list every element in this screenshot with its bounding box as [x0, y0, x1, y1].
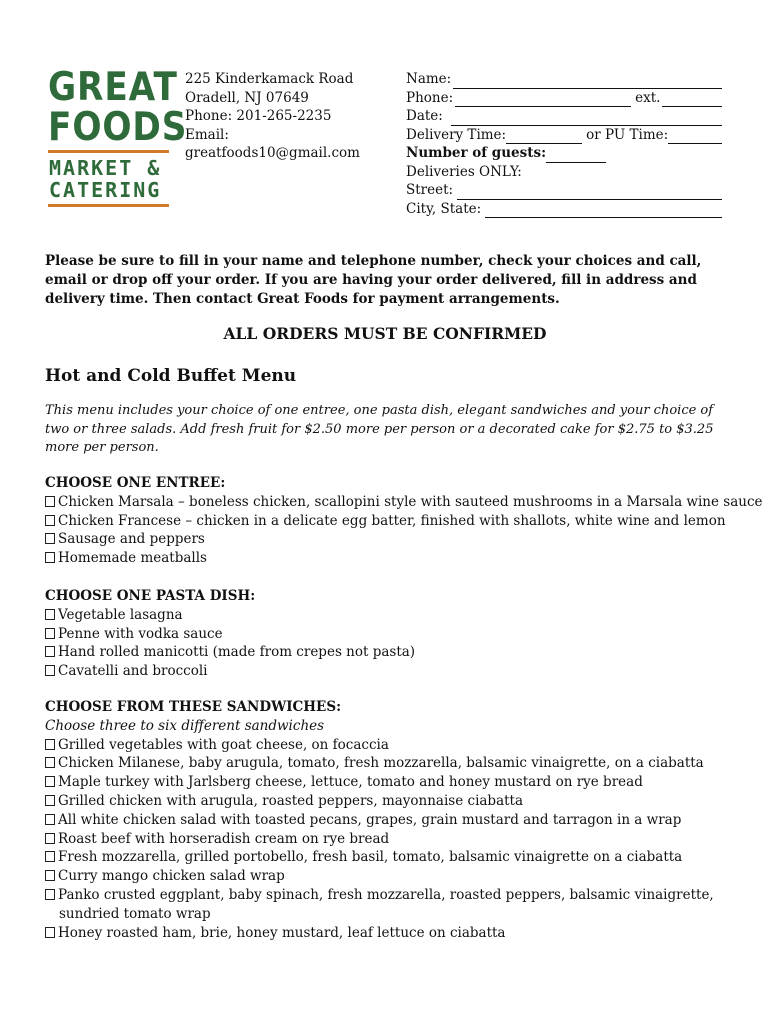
- date-label: Date:: [406, 108, 443, 124]
- logo-word-catering: CATERING: [49, 178, 162, 202]
- pasta-option[interactable]: Penne with vodka sauce: [45, 625, 745, 644]
- pu-time-label: or PU Time:: [586, 126, 669, 143]
- city-state-label: City, State:: [406, 200, 482, 217]
- store-street: 225 Kinderkamack Road: [185, 71, 354, 87]
- logo-word-great: GREAT: [48, 65, 178, 110]
- entree-section: [45, 474, 763, 568]
- store-phone: Phone: 201-265-2235: [185, 108, 332, 124]
- sandwich-subheading: Choose three to six different sandwiches: [45, 717, 325, 734]
- checkbox-icon[interactable]: [45, 665, 55, 676]
- entree-heading: CHOOSE ONE ENTREE:: [45, 475, 226, 491]
- customer-info-form: [406, 70, 722, 218]
- checkbox-icon[interactable]: [45, 609, 55, 620]
- sandwich-option[interactable]: Honey roasted ham, brie, honey mustard, leaf lettuce on ciabatta: [45, 924, 745, 943]
- checkbox-icon[interactable]: [45, 533, 55, 544]
- store-email: greatfoods10@gmail.com: [185, 145, 360, 161]
- great-foods-logo: [48, 65, 188, 208]
- guests-row: [406, 144, 722, 163]
- deliveries-only-label: Deliveries ONLY:: [406, 163, 522, 180]
- sandwich-option[interactable]: Panko crusted eggplant, baby spinach, fresh mozzarella, roasted peppers, balsamic vinaigrette, sundried tomato wrap: [45, 886, 745, 924]
- entree-option[interactable]: Sausage and peppers: [45, 530, 745, 549]
- logo-word-foods: FOODS: [48, 105, 188, 150]
- date-field[interactable]: [451, 111, 722, 126]
- phone-row: [406, 89, 722, 108]
- sandwich-option[interactable]: Grilled vegetables with goat cheese, on focaccia: [45, 736, 745, 755]
- phone-field[interactable]: [455, 92, 631, 107]
- street-field[interactable]: [457, 185, 722, 200]
- checkbox-icon[interactable]: [45, 646, 55, 657]
- name-row: [406, 70, 722, 89]
- checkbox-icon[interactable]: [45, 814, 55, 825]
- checkbox-icon[interactable]: [45, 515, 55, 526]
- logo-rule-top: [48, 150, 169, 153]
- delivery-time-label: Delivery Time:: [406, 126, 507, 143]
- sandwich-heading: CHOOSE FROM THESE SANDWICHES:: [45, 699, 342, 715]
- checkbox-icon[interactable]: [45, 739, 55, 750]
- entree-option[interactable]: Homemade meatballs: [45, 549, 745, 568]
- menu-title: Hot and Cold Buffet Menu: [45, 366, 297, 386]
- guests-label: Number of guests:: [406, 145, 547, 161]
- pasta-option[interactable]: Vegetable lasagna: [45, 606, 745, 625]
- date-row: [406, 107, 722, 126]
- checkbox-icon[interactable]: [45, 757, 55, 768]
- sandwich-option[interactable]: Chicken Milanese, baby arugula, tomato, fresh mozzarella, balsamic vinaigrette, on a ciabatta: [45, 754, 745, 773]
- city-state-row: [406, 200, 722, 219]
- sandwich-option-continuation: sundried tomato wrap: [59, 905, 211, 922]
- sandwich-option[interactable]: Grilled chicken with arugula, roasted peppers, mayonnaise ciabatta: [45, 792, 745, 811]
- city-state-field[interactable]: [485, 203, 722, 218]
- sandwich-section: [45, 698, 745, 942]
- phone-label: Phone:: [406, 89, 454, 106]
- store-email-label: Email:: [185, 126, 229, 143]
- sandwich-option[interactable]: Curry mango chicken salad wrap: [45, 867, 745, 886]
- entree-option[interactable]: Chicken Marsala – boneless chicken, scallopini style with sauteed mushrooms in a Marsala wine sauce: [45, 493, 745, 512]
- menu-description: This menu includes your choice of one entree, one pasta dish, elegant sandwiches and your choice of two or three salads. Add fresh fruit for $2.50 more per person or a decorated cake for $2.75 to $3.25 more per person.: [45, 403, 714, 455]
- store-city: Oradell, NJ 07649: [185, 89, 309, 106]
- checkbox-icon[interactable]: [45, 795, 55, 806]
- checkbox-icon[interactable]: [45, 833, 55, 844]
- pasta-section: [45, 587, 745, 681]
- time-row: [406, 126, 722, 145]
- checkbox-icon[interactable]: [45, 496, 55, 507]
- pu-time-field[interactable]: [668, 129, 722, 144]
- logo-rule-bottom: [48, 204, 169, 207]
- pasta-option[interactable]: Hand rolled manicotti (made from crepes not pasta): [45, 643, 745, 662]
- checkbox-icon[interactable]: [45, 870, 55, 881]
- delivery-time-field[interactable]: [506, 129, 582, 144]
- name-field[interactable]: [453, 74, 722, 89]
- pasta-heading: CHOOSE ONE PASTA DISH:: [45, 588, 256, 604]
- sandwich-option[interactable]: Maple turkey with Jarlsberg cheese, lettuce, tomato and honey mustard on rye bread: [45, 773, 745, 792]
- store-address-block: [185, 70, 360, 163]
- street-label: Street:: [406, 182, 454, 198]
- ext-field[interactable]: [662, 92, 722, 107]
- sandwich-option[interactable]: Fresh mozzarella, grilled portobello, fresh basil, tomato, balsamic vinaigrette on a ciabatta: [45, 848, 745, 867]
- sandwich-option[interactable]: All white chicken salad with toasted pecans, grapes, grain mustard and tarragon in a wrap: [45, 811, 745, 830]
- checkbox-icon[interactable]: [45, 552, 55, 563]
- street-row: [406, 181, 722, 200]
- deliveries-only-row: [406, 163, 722, 182]
- logo-word-market: MARKET &: [49, 156, 162, 180]
- pasta-option[interactable]: Cavatelli and broccoli: [45, 662, 745, 681]
- checkbox-icon[interactable]: [45, 889, 55, 900]
- entree-option[interactable]: Chicken Francese – chicken in a delicate egg batter, finished with shallots, white wine and lemon: [45, 512, 745, 531]
- checkbox-icon[interactable]: [45, 776, 55, 787]
- sandwich-option[interactable]: Roast beef with horseradish cream on rye bread: [45, 830, 745, 849]
- confirm-notice: ALL ORDERS MUST BE CONFIRMED: [223, 324, 547, 343]
- checkbox-icon[interactable]: [45, 927, 55, 938]
- name-label: Name:: [406, 71, 452, 87]
- checkbox-icon[interactable]: [45, 628, 55, 639]
- instructions-paragraph: Please be sure to fill in your name and telephone number, check your choices and call, email or drop off your order. If you are having your order delivered, fill in address and delivery time. Then contact Great Foods for payment arrangements.: [45, 253, 702, 307]
- checkbox-icon[interactable]: [45, 851, 55, 862]
- ext-label: ext.: [635, 89, 661, 106]
- guests-field[interactable]: [546, 148, 606, 163]
